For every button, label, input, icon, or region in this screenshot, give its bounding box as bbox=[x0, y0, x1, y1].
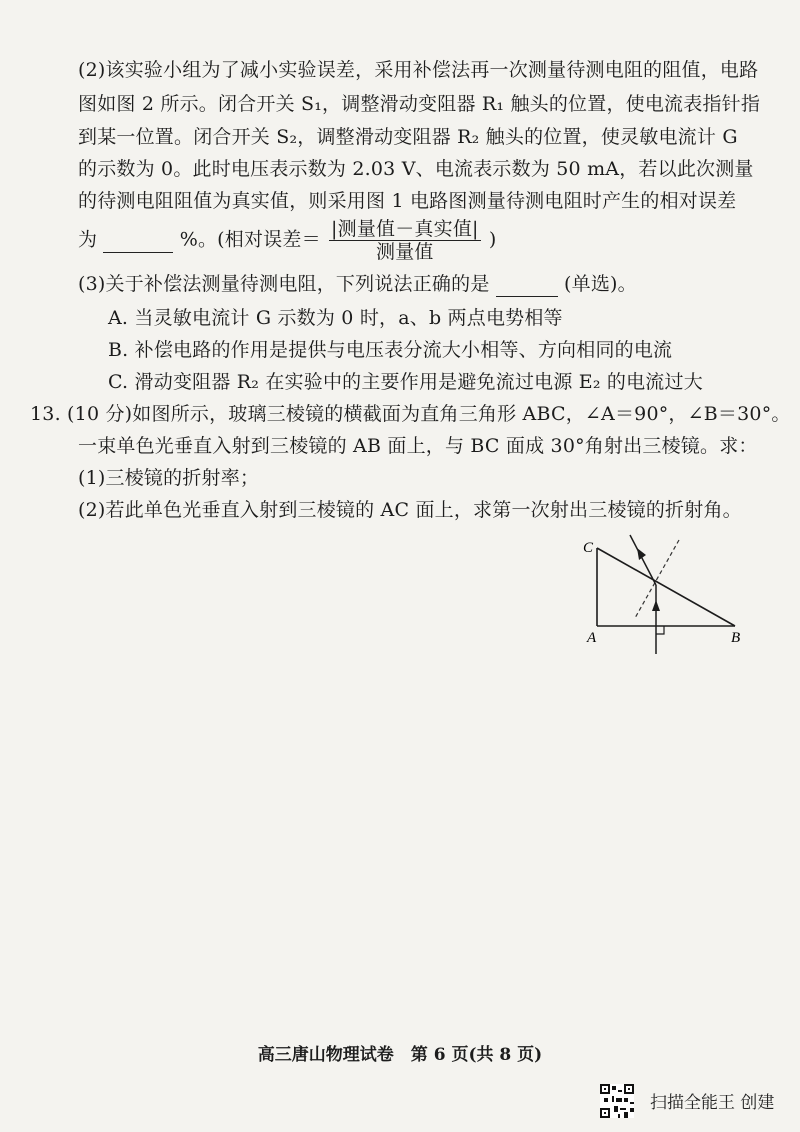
q12-part2-line4: 的示数为 0。此时电压表示数为 2.03 V、电流表示数为 50 mA，若以此次测量 bbox=[78, 158, 754, 180]
q12-part3-stem-prefix: (3)关于补偿法测量待测电阻，下列说法正确的是 bbox=[78, 273, 490, 295]
incident-arrow-icon bbox=[652, 600, 660, 611]
option-c: C. 滑动变阻器 R₂ 在实验中的主要作用是避免流过电源 E₂ 的电流过大 bbox=[108, 371, 703, 393]
scanner-watermark: 扫描全能王 创建 bbox=[650, 1093, 775, 1113]
fraction-denominator: 测量值 bbox=[376, 241, 434, 263]
q13-part1: (1)三棱镜的折射率； bbox=[78, 467, 260, 489]
line6-suffix: %。(相对误差＝ bbox=[179, 228, 321, 251]
emergent-ray bbox=[630, 535, 656, 585]
label-b: B bbox=[731, 630, 741, 646]
q12-part2-line6 bbox=[78, 218, 497, 263]
label-a: A bbox=[587, 630, 597, 646]
line6-close: ) bbox=[488, 228, 497, 251]
q13-part2: (2)若此单色光垂直入射到三棱镜的 AC 面上，求第一次射出三棱镜的折射角。 bbox=[78, 499, 742, 521]
q13-line2: 一束单色光垂直入射到三棱镜的 AB 面上，与 BC 面成 30°角射出三棱镜。求： bbox=[78, 435, 758, 457]
option-b: B. 补偿电路的作用是提供与电压表分流大小相等、方向相同的电流 bbox=[108, 339, 673, 361]
right-angle-mark-icon bbox=[656, 626, 664, 634]
q12-part2-line1: (2)该实验小组为了减小实验误差，采用补偿法再一次测量待测电阻的阻值，电路 bbox=[78, 59, 759, 81]
q12-part2-line3: 到某一位置。闭合开关 S₂，调整滑动变阻器 R₂ 触头的位置，使灵敏电流计 G bbox=[78, 126, 738, 148]
q12-part3-stem-suffix: (单选)。 bbox=[564, 273, 637, 295]
answer-blank-relative-error[interactable] bbox=[103, 228, 173, 253]
q13-line1: 13. (10 分)如图所示，玻璃三棱镜的横截面为直角三角形 ABC，∠A＝90°，∠B＝30°。 bbox=[30, 403, 791, 425]
q12-part2-line5: 的待测电阻阻值为真实值，则采用图 1 电路图测量待测电阻时产生的相对误差 bbox=[78, 190, 737, 212]
q12-part2-line2: 图如图 2 所示。闭合开关 S₁，调整滑动变阻器 R₁ 触头的位置，使电流表指针指 bbox=[78, 93, 761, 115]
option-a: A. 当灵敏电流计 G 示数为 0 时，a、b 两点电势相等 bbox=[108, 307, 563, 329]
emergent-arrow-icon bbox=[637, 548, 646, 560]
label-c: C bbox=[583, 540, 594, 556]
qr-code-icon bbox=[600, 1084, 634, 1118]
page-footer: 高三唐山物理试卷 第 6 页(共 8 页) bbox=[257, 1045, 543, 1065]
answer-blank-choice[interactable] bbox=[496, 272, 558, 297]
side-bc bbox=[597, 548, 735, 626]
q12-part3-stem bbox=[78, 272, 637, 297]
relative-error-fraction bbox=[329, 218, 481, 263]
prism-diagram bbox=[575, 530, 775, 660]
fraction-numerator: |测量值－真实值| bbox=[331, 218, 479, 240]
line6-prefix: 为 bbox=[78, 228, 98, 251]
